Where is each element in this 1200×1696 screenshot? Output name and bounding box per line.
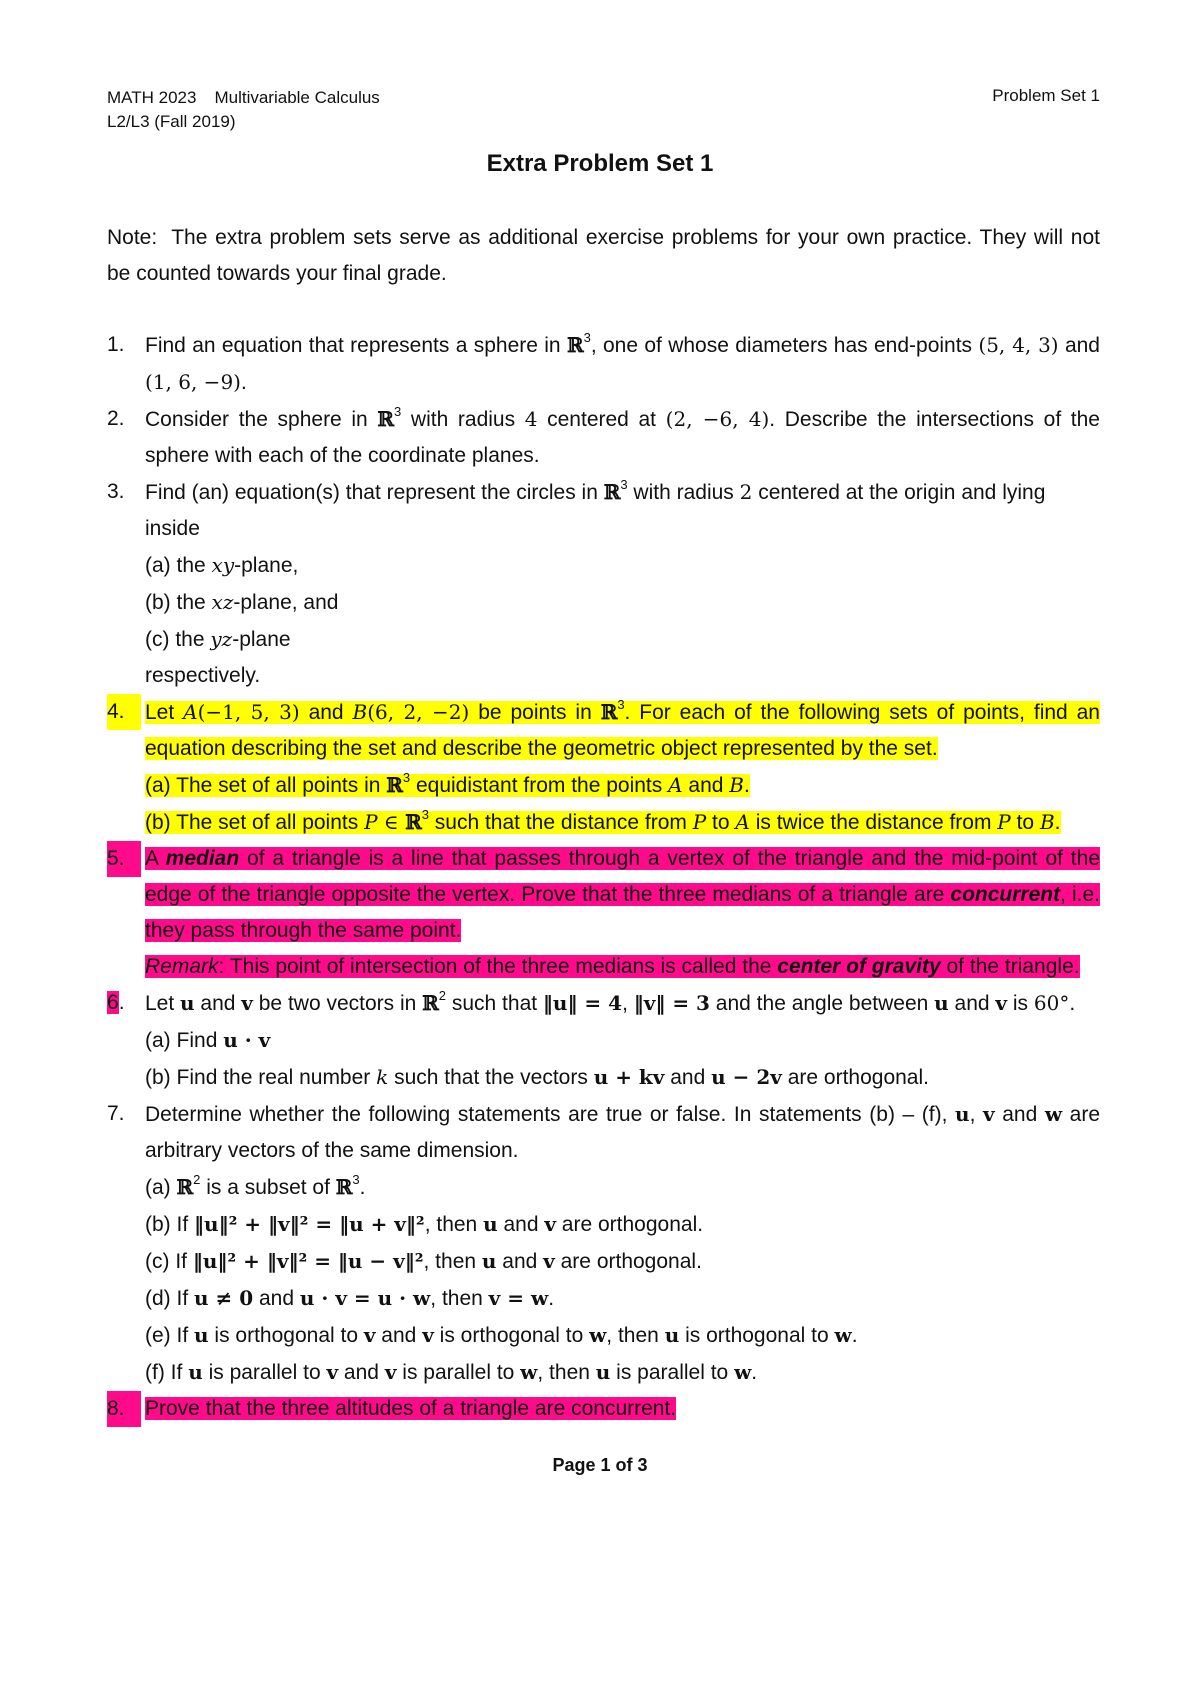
text: are orthogonal. [781, 1066, 929, 1089]
text: Determine whether the following statements are true or false. In statements (b) – (f), [145, 1103, 956, 1126]
text: . [751, 1361, 758, 1384]
math: k [376, 1065, 389, 1089]
text: is parallel to [610, 1361, 735, 1384]
math: (2, −6, 4) [665, 407, 770, 431]
text: , then [423, 1250, 482, 1273]
problem-number-digit: 6 [107, 991, 119, 1014]
math: w [834, 1323, 852, 1347]
math: 3 [617, 697, 625, 712]
text: Let [145, 992, 181, 1015]
section: L2/L3 (Fall 2019) [107, 112, 236, 131]
math: u − 2v [711, 1065, 782, 1089]
header-right: Problem Set 1 [992, 86, 1100, 105]
text: . [851, 1324, 858, 1347]
text: : [218, 955, 225, 978]
text: with radius [401, 408, 525, 431]
text: is orthogonal to [208, 1324, 364, 1347]
math: B [729, 773, 744, 797]
text: , then [606, 1324, 665, 1347]
page-title: Extra Problem Set 1 [486, 150, 714, 177]
math: xz [211, 590, 234, 614]
text: the [175, 628, 211, 651]
text: are orthogonal. [554, 1250, 702, 1273]
subpart-label: (a) [145, 1029, 171, 1052]
math: ℝ [176, 1175, 194, 1199]
text: -plane, and [233, 591, 339, 614]
math: ‖u‖² + ‖v‖² = ‖u + v‖² [194, 1212, 425, 1236]
text: and [338, 1361, 385, 1384]
text: , [969, 1103, 983, 1126]
math: v [995, 991, 1008, 1015]
math: v = w [488, 1286, 549, 1310]
text: -plane, [234, 554, 299, 577]
math: A [735, 810, 750, 834]
text: such that the vectors [388, 1066, 594, 1089]
math: u [194, 1323, 209, 1347]
problem-7 [107, 1096, 1100, 1391]
problem-number: 2. [107, 407, 125, 430]
math: v [363, 1323, 376, 1347]
math: A [668, 773, 683, 797]
math: ∈ [377, 810, 406, 834]
subpart-label: (b) [145, 811, 171, 834]
text: This point of intersection of the three medians is called the [224, 955, 778, 978]
math: 3 [394, 404, 402, 419]
text: If [170, 1361, 189, 1384]
problem-number: 5. [107, 841, 141, 877]
subpart-a [145, 1022, 1100, 1059]
math: 2 [193, 1172, 201, 1187]
math: v [384, 1360, 397, 1384]
subpart-label: (a) [145, 774, 171, 797]
math: ℝ [335, 1175, 353, 1199]
problem-8-text: Prove that the three altitudes of a triangle are concurrent. [145, 1397, 677, 1420]
math: u [955, 1102, 970, 1126]
math: 3 [620, 477, 628, 492]
math: u · v = u · w [299, 1286, 431, 1310]
text: , then [430, 1287, 489, 1310]
text: If [176, 1287, 195, 1310]
math: (−1, 5, 3) [197, 700, 300, 724]
math: u + kv [593, 1065, 665, 1089]
subpart-b [145, 1206, 1100, 1243]
math: ℝ [600, 700, 618, 724]
math: v [543, 1249, 555, 1273]
math: v [241, 991, 253, 1015]
text: and [994, 1103, 1045, 1126]
term-median: median [165, 847, 240, 870]
subpart-label: (a) [145, 1176, 171, 1199]
note [107, 220, 1100, 292]
math: ‖v‖ = 3 [633, 991, 710, 1015]
term-center-of-gravity: center of gravity [777, 955, 941, 978]
note-label: Note: [107, 226, 158, 249]
text: respectively. [145, 664, 261, 687]
subpart-c [145, 621, 1100, 658]
subpart-label: (b) [145, 1213, 171, 1236]
problem-number: 8. [107, 1391, 141, 1427]
math: B [352, 700, 368, 724]
text: are orthogonal. [555, 1213, 704, 1236]
text: . [359, 1176, 366, 1199]
math: u · v [223, 1028, 271, 1052]
math: u [180, 991, 195, 1015]
math: v [983, 1102, 995, 1126]
text: . For each of the following sets of points, find an equation describing the set and describe the geometric object represented by the set. [145, 701, 1100, 760]
math: ℝ [422, 991, 439, 1015]
text: is orthogonal to [433, 1324, 590, 1347]
header-left [107, 86, 380, 134]
problem-2 [107, 401, 1100, 474]
problem-5 [107, 841, 1100, 985]
problem-number: 4. [107, 694, 141, 730]
text: of a triangle is a line that passes through a vertex of the triangle and the mid-point of the edge of the triangle opposite the vertex. Prove that the three medians of a triangle are [145, 847, 1100, 906]
math: u [595, 1360, 611, 1384]
text: The set of all points [176, 811, 365, 834]
problem-4 [107, 694, 1100, 841]
text: Find (an) equation(s) that represent the circles in [145, 481, 604, 504]
subpart-a [145, 767, 1100, 804]
text: , [622, 992, 634, 1015]
text: . Describe the intersections of the sphere with each of the coordinate planes. [145, 408, 1100, 467]
text: the [176, 591, 212, 614]
text: such that [446, 992, 543, 1015]
text: and [664, 1066, 712, 1089]
text: centered at [537, 408, 666, 431]
text: If [175, 1250, 193, 1273]
subpart-label: (a) [145, 554, 171, 577]
math: 60° [1033, 991, 1070, 1015]
text: Find an equation that represents a sphere in [145, 334, 567, 357]
math: v [326, 1360, 339, 1384]
math: u [483, 1212, 498, 1236]
term-concurrent: concurrent [950, 883, 1061, 906]
math: u [481, 1249, 497, 1273]
text: and [496, 1250, 544, 1273]
problem-8 [107, 1391, 1100, 1427]
math: (6, 2, −2) [367, 700, 470, 724]
text: of the triangle. [940, 955, 1080, 978]
text: are arbitrary vectors of the same dimension. [145, 1103, 1100, 1162]
subpart-d [145, 1280, 1100, 1317]
subpart-f [145, 1354, 1100, 1391]
subpart-label: (b) [145, 1066, 171, 1089]
text: and [375, 1324, 423, 1347]
math: ℝ [405, 810, 422, 834]
text: . [1054, 811, 1061, 834]
text: Find [176, 1029, 224, 1052]
subpart-label: (c) [145, 628, 170, 651]
math: yz [210, 627, 233, 651]
math: 3 [583, 330, 591, 345]
subpart-a [145, 547, 1100, 584]
math: ℝ [386, 773, 403, 797]
problem-6 [107, 985, 1100, 1096]
text: and the angle between [709, 992, 935, 1015]
text: is orthogonal to [679, 1324, 835, 1347]
remark [145, 949, 1100, 985]
math: w [589, 1323, 607, 1347]
text: and [299, 701, 353, 724]
text: to [1010, 811, 1040, 834]
problem-number: 1. [107, 333, 125, 356]
text: . [548, 1287, 555, 1310]
text: -plane [232, 628, 291, 651]
text: Consider the sphere in [145, 408, 378, 431]
text: is a subset of [200, 1176, 336, 1199]
math: v [544, 1212, 556, 1236]
math: xy [211, 553, 235, 577]
problem-list [107, 327, 1100, 1427]
text: and [253, 1287, 300, 1310]
text: The set of all points in [176, 774, 387, 797]
math: 4 [524, 407, 538, 431]
text: A [145, 847, 166, 870]
text: is parallel to [396, 1361, 521, 1384]
subpart-label: (f) [145, 1361, 165, 1384]
course-code: MATH 2023 [107, 88, 197, 107]
text: to [706, 811, 736, 834]
math: 3 [402, 770, 411, 785]
text: Let [145, 701, 184, 724]
math: ‖u‖ = 4 [542, 991, 623, 1015]
text: If [176, 1213, 195, 1236]
problem-1 [107, 327, 1100, 401]
math: 3 [352, 1172, 360, 1187]
text: is parallel to [202, 1361, 327, 1384]
text: and [497, 1213, 545, 1236]
math: 2 [739, 480, 753, 504]
math: B [1039, 810, 1055, 834]
math: ‖u‖² + ‖v‖² = ‖u − v‖² [192, 1249, 424, 1273]
text: , i.e. they pass through the same point. [145, 883, 1101, 942]
math: P [692, 810, 707, 834]
subpart-label: (d) [145, 1287, 171, 1310]
problem-number [107, 985, 141, 1021]
text: and [194, 992, 242, 1015]
math: 3 [421, 807, 429, 822]
text: and [682, 774, 730, 797]
note-text: The extra problem sets serve as additional exercise problems for your own practice. They will not be counted towards your final grade. [107, 226, 1100, 285]
text: with radius [627, 481, 740, 504]
subpart-label: (c) [145, 1250, 170, 1273]
math: P [997, 810, 1011, 834]
subpart-b [145, 804, 1100, 841]
text: , then [424, 1213, 484, 1236]
text: equidistant from the points [410, 774, 669, 797]
math: ℝ [603, 480, 621, 504]
subpart-b [145, 584, 1100, 621]
text: . [1069, 992, 1076, 1015]
text: If [176, 1324, 195, 1347]
text: . [118, 991, 125, 1014]
subpart-label: (e) [145, 1324, 171, 1347]
math: u [934, 991, 949, 1015]
problem-4-text [145, 697, 1100, 760]
math: u ≠ 0 [194, 1286, 254, 1310]
page-footer: Page 1 of 3 [552, 1455, 648, 1475]
text: centered at the origin and lying inside [145, 481, 1046, 540]
text: . [240, 371, 247, 394]
math: (1, 6, −9) [145, 370, 241, 394]
problem-number: 7. [107, 1102, 125, 1125]
text: be points in [469, 701, 601, 724]
text: is twice the distance from [749, 811, 998, 834]
math: v [422, 1323, 434, 1347]
text: and [1058, 334, 1100, 357]
text: and [948, 992, 996, 1015]
text: , then [537, 1361, 596, 1384]
text: . [743, 774, 750, 797]
text: the [176, 554, 212, 577]
problem-5-text [145, 847, 1100, 942]
math: u [664, 1323, 680, 1347]
math: P [364, 810, 378, 834]
math: w [1044, 1102, 1063, 1126]
math: 2 [438, 988, 447, 1003]
text: is [1007, 992, 1034, 1015]
text: , one of whose diameters has end-points [590, 334, 979, 357]
math: (5, 4, 3) [978, 333, 1059, 357]
math: ℝ [566, 333, 584, 357]
math: w [520, 1360, 538, 1384]
subpart-b [145, 1059, 1100, 1096]
text: Find the real number [176, 1066, 377, 1089]
subpart-c [145, 1243, 1100, 1280]
math: ℝ [377, 407, 395, 431]
problem-number: 3. [107, 480, 125, 503]
subpart-e [145, 1317, 1100, 1354]
remark-label: Remark [145, 955, 219, 978]
math: u [188, 1360, 203, 1384]
math: w [734, 1360, 752, 1384]
subpart-a [145, 1169, 1100, 1206]
problem-3 [107, 474, 1100, 694]
course-name: Multivariable Calculus [214, 88, 380, 107]
subpart-label: (b) [145, 591, 171, 614]
text: such that the distance from [428, 811, 693, 834]
text: be two vectors in [252, 992, 423, 1015]
math: A [183, 700, 198, 724]
